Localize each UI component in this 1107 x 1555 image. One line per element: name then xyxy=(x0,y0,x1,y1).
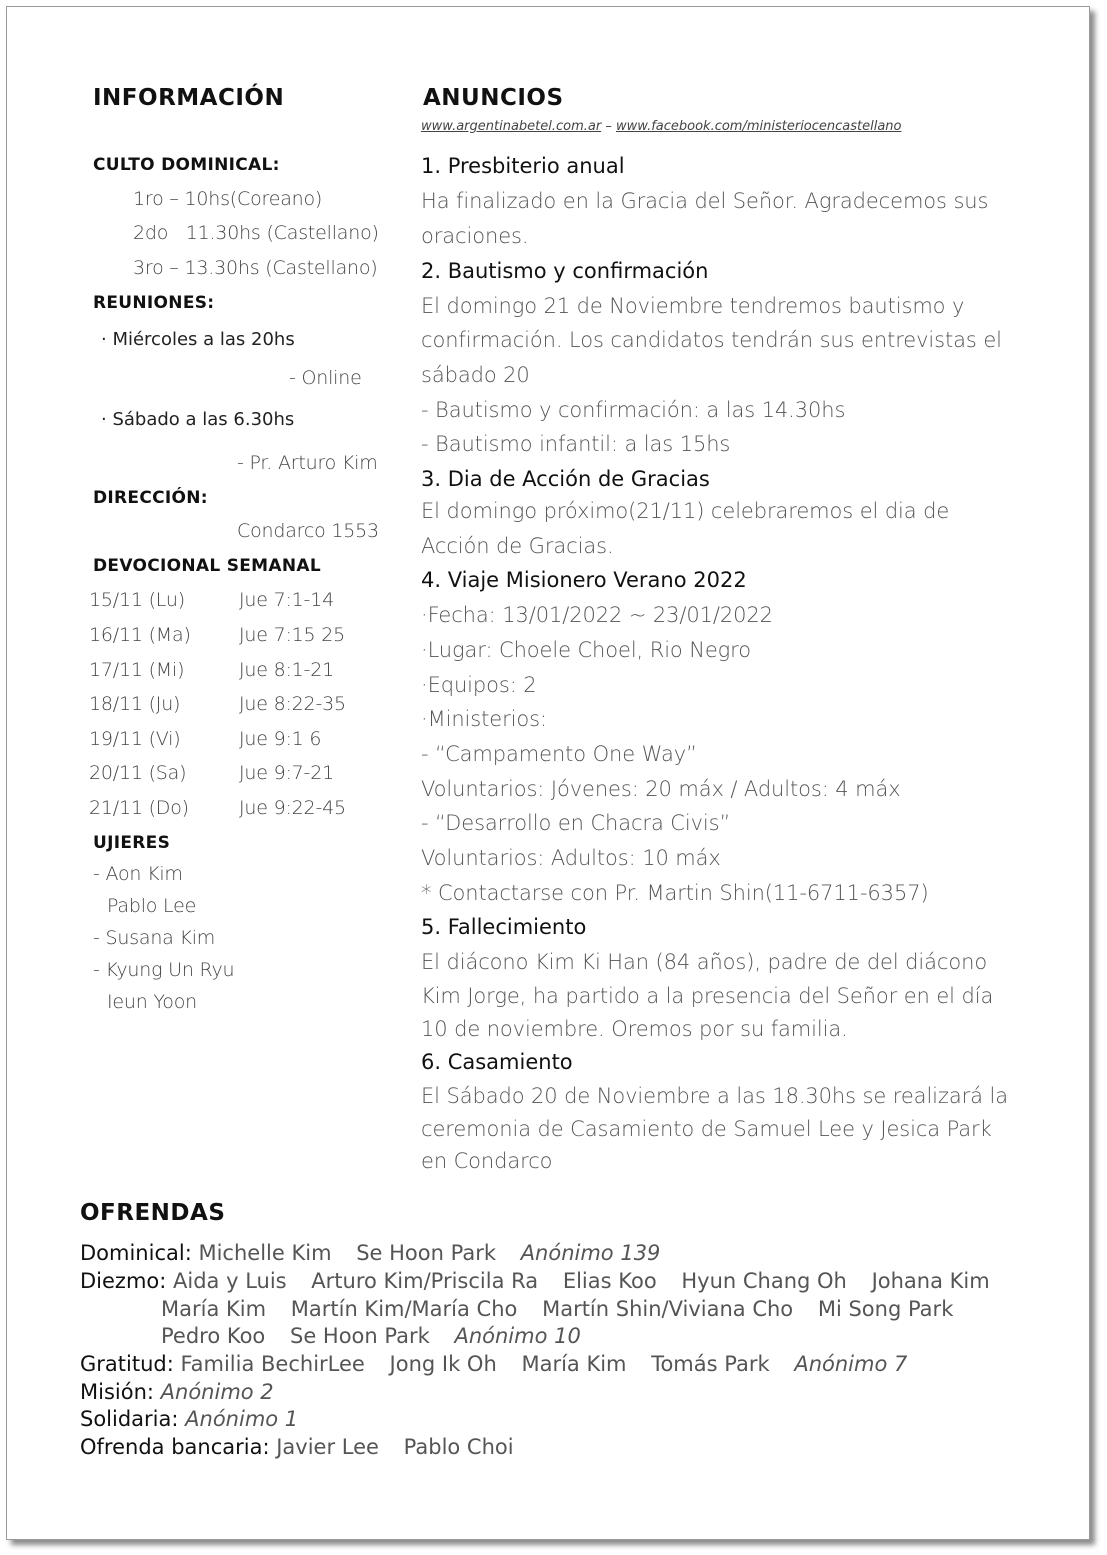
anuncio-text: Ha finalizado en la Gracia del Señor. Agradecemos sus xyxy=(421,189,989,213)
devocional-ref: Jue 8:22-35 xyxy=(239,693,346,715)
anuncio-text: Voluntarios: Jóvenes: 20 máx / Adultos: 4 máx xyxy=(421,777,901,801)
donor-name: María Kim xyxy=(521,1352,627,1376)
culto-heading: CULTO DOMINICAL: xyxy=(93,155,280,175)
anuncio-text: ·Fecha: 13/01/2022 ~ 23/01/2022 xyxy=(421,603,773,627)
devocional-heading: DEVOCIONAL SEMANAL xyxy=(93,556,321,576)
donor-name: Arturo Kim/Priscila Ra xyxy=(311,1269,539,1293)
anuncio-text: El domingo próximo(21/11) celebraremos el dia de xyxy=(421,499,950,523)
anuncio-text: El diácono Kim Ki Han (84 años), padre de del diácono xyxy=(421,950,988,974)
ofrenda-gratitud xyxy=(80,1352,907,1376)
reunion-item: · Miércoles a las 20hs xyxy=(101,329,295,350)
ofrenda-label: Ofrenda bancaria: xyxy=(80,1435,270,1459)
anuncios-title: ANUNCIOS xyxy=(423,85,564,111)
culto-item: 1ro – 10hs(Coreano) xyxy=(133,188,323,210)
devocional-date: 21/11 (Do) xyxy=(89,797,189,819)
ofrenda-diezmo-cont xyxy=(161,1297,953,1321)
anuncio-heading: 3. Dia de Acción de Gracias xyxy=(421,467,710,491)
anuncio-heading: 1. Presbiterio anual xyxy=(421,154,625,178)
devocional-ref: Jue 7:15 25 xyxy=(239,624,346,646)
donor-name: Hyun Chang Oh xyxy=(681,1269,847,1293)
anuncio-text: - Bautismo infantil: a las 15hs xyxy=(421,432,731,456)
ofrenda-label: Misión: xyxy=(80,1380,154,1404)
anuncio-text: Acción de Gracias. xyxy=(421,534,614,558)
website-link[interactable]: www.argentinabetel.com.ar xyxy=(421,119,602,134)
donor-name: Se Hoon Park xyxy=(289,1324,430,1348)
ujier-line: - Kyung Un Ryu xyxy=(93,959,235,981)
reuniones-heading: REUNIONES: xyxy=(93,293,215,313)
donor-name: Johana Kim xyxy=(871,1269,990,1293)
ofrenda-mision xyxy=(80,1380,274,1404)
ofrenda-diezmo-cont xyxy=(161,1324,581,1348)
donor-name: Javier Lee xyxy=(276,1435,379,1459)
direccion-heading: DIRECCIÓN: xyxy=(93,488,208,508)
ofrendas-title: OFRENDAS xyxy=(80,1200,226,1226)
ofrenda-label: Solidaria: xyxy=(80,1407,179,1431)
ofrenda-solidaria xyxy=(80,1407,298,1431)
anuncio-text: - Bautismo y confirmación: a las 14.30hs xyxy=(421,398,846,422)
donor-anon: Anónimo 139 xyxy=(520,1241,661,1265)
ofrenda-dominical xyxy=(80,1241,660,1265)
donor-name: Michelle Kim xyxy=(198,1241,332,1265)
devocional-date: 17/11 (Mi) xyxy=(89,659,185,681)
devocional-date: 15/11 (Lu) xyxy=(89,589,185,611)
ujier-line: - Aon Kim xyxy=(93,863,183,885)
devocional-ref: Jue 9:1 6 xyxy=(239,728,322,750)
donor-name: Martín Shin/Viviana Cho xyxy=(542,1297,794,1321)
ofrenda-diezmo xyxy=(80,1269,990,1293)
anuncio-heading: 6. Casamiento xyxy=(421,1050,573,1074)
donor-name: Se Hoon Park xyxy=(356,1241,496,1265)
donor-name: Mi Song Park xyxy=(817,1297,954,1321)
culto-item: 2do 11.30hs (Castellano) xyxy=(133,222,379,244)
facebook-link[interactable]: www.facebook.com/ministeriocencastellano xyxy=(616,119,902,134)
devocional-ref: Jue 8:1-21 xyxy=(239,659,334,681)
donor-anon: Anónimo 10 xyxy=(454,1324,581,1348)
donor-name: Elias Koo xyxy=(562,1269,657,1293)
anuncio-heading: 4. Viaje Misionero Verano 2022 xyxy=(421,568,747,592)
anuncio-text: - “Desarrollo en Chacra Civis” xyxy=(421,811,731,835)
donor-anon: Anónimo 7 xyxy=(794,1352,908,1376)
anuncio-text: * Contactarse con Pr. Martin Shin(11-6711-6357) xyxy=(421,881,929,905)
donor-name: Familia BechirLee xyxy=(180,1352,365,1376)
donor-name: Pedro Koo xyxy=(161,1324,266,1348)
ujieres-heading: UJIERES xyxy=(93,833,171,853)
ofrenda-label: Gratitud: xyxy=(80,1352,174,1376)
devocional-date: 19/11 (Vi) xyxy=(89,728,181,750)
anuncio-text: Kim Jorge, ha partido a la presencia del Señor en el día xyxy=(421,984,994,1008)
anuncio-text: Voluntarios: Adultos: 10 máx xyxy=(421,846,721,870)
anuncio-text: El domingo 21 de Noviembre tendremos bautismo y xyxy=(421,294,965,318)
anuncios-links xyxy=(421,119,902,134)
anuncio-text: 10 de noviembre. Oremos por su familia. xyxy=(421,1017,848,1041)
anuncio-heading: 2. Bautismo y confirmación xyxy=(421,259,709,283)
ofrenda-bancaria xyxy=(80,1435,514,1459)
anuncio-heading: 5. Fallecimiento xyxy=(421,915,587,939)
devocional-date: 18/11 (Ju) xyxy=(89,693,181,715)
ujier-line: Ieun Yoon xyxy=(107,991,197,1013)
reunion-item: · Sábado a las 6.30hs xyxy=(101,409,295,430)
direccion-value: Condarco 1553 xyxy=(237,520,379,542)
culto-item: 3ro – 13.30hs (Castellano) xyxy=(133,257,378,279)
reunion-note: - Online xyxy=(289,367,362,389)
donor-anon: Anónimo 1 xyxy=(185,1407,299,1431)
ujier-line: - Susana Kim xyxy=(93,927,216,949)
info-title: INFORMACIÓN xyxy=(93,85,285,111)
reunion-note: - Pr. Arturo Kim xyxy=(237,452,378,474)
donor-name: Aida y Luis xyxy=(173,1269,287,1293)
anuncio-text: El Sábado 20 de Noviembre a las 18.30hs se realizará la xyxy=(421,1084,1008,1108)
anuncio-text: ·Equipos: 2 xyxy=(421,673,537,697)
devocional-date: 16/11 (Ma) xyxy=(89,624,191,646)
anuncio-text: oraciones. xyxy=(421,224,529,248)
devocional-ref: Jue 9:7-21 xyxy=(239,762,334,784)
bulletin-page xyxy=(6,6,1090,1540)
anuncio-text: en Condarco xyxy=(421,1149,553,1173)
anuncio-text: ceremonia de Casamiento de Samuel Lee y Jesica Park xyxy=(421,1117,992,1141)
devocional-date: 20/11 (Sa) xyxy=(89,762,187,784)
anuncio-text: ·Lugar: Choele Choel, Rio Negro xyxy=(421,638,751,662)
donor-name: Jong Ik Oh xyxy=(389,1352,497,1376)
donor-name: María Kim xyxy=(161,1297,267,1321)
ofrenda-label: Diezmo: xyxy=(80,1269,167,1293)
donor-anon: Anónimo 2 xyxy=(160,1380,274,1404)
anuncio-text: confirmación. Los candidatos tendrán sus entrevistas el xyxy=(421,328,1002,352)
devocional-ref: Jue 9:22-45 xyxy=(239,797,346,819)
donor-name: Tomás Park xyxy=(651,1352,770,1376)
devocional-ref: Jue 7:1-14 xyxy=(239,589,334,611)
donor-name: Pablo Choi xyxy=(403,1435,514,1459)
anuncio-text: sábado 20 xyxy=(421,363,530,387)
link-separator: – xyxy=(605,119,612,134)
anuncio-text: ·Ministerios: xyxy=(421,707,547,731)
ujier-line: Pablo Lee xyxy=(107,895,197,917)
donor-name: Martín Kim/María Cho xyxy=(290,1297,518,1321)
ofrenda-label: Dominical: xyxy=(80,1241,192,1265)
anuncio-text: - “Campamento One Way” xyxy=(421,742,697,766)
